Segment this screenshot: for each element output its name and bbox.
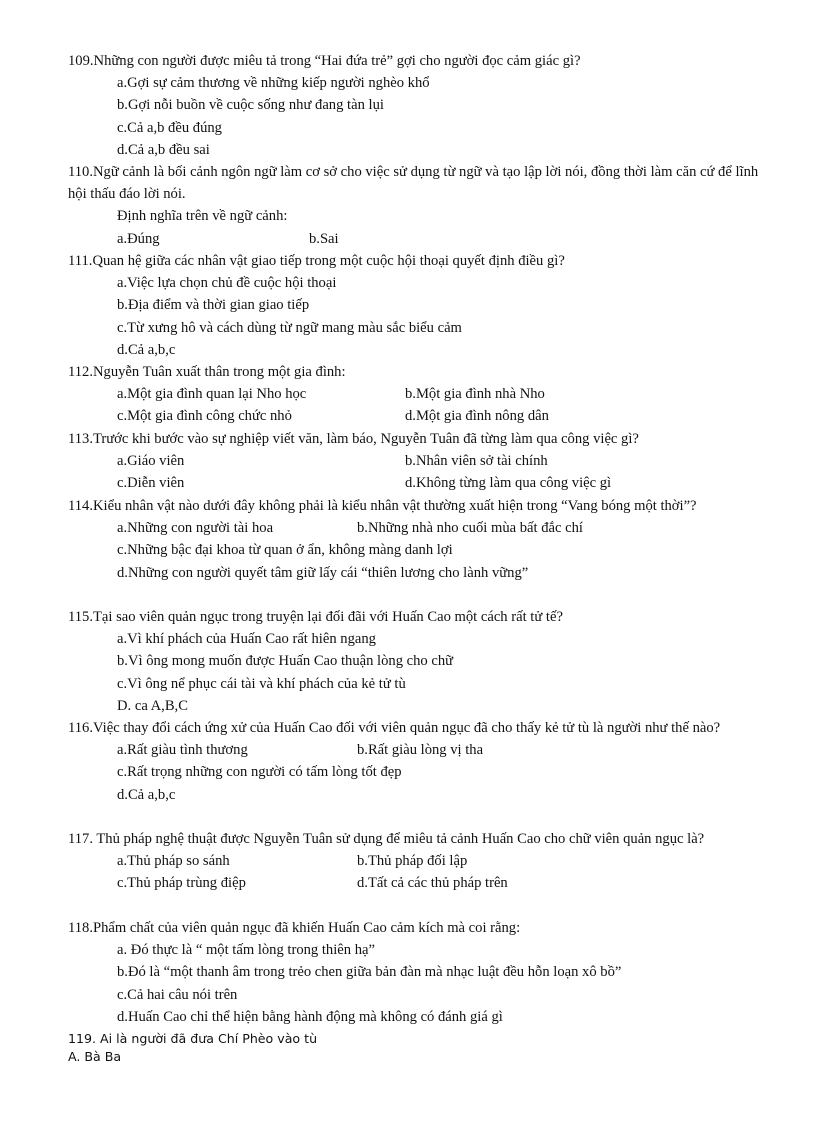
option-d: d.Tất cả các thủ pháp trên [357, 875, 508, 892]
option-a: a. Đó thực là “ một tấm lòng trong thiên hạ” [117, 942, 375, 959]
option-b: b.Những nhà nho cuối mùa bất đắc chí [357, 520, 583, 537]
option-b: b.Nhân viên sở tài chính [405, 453, 548, 470]
option-row [68, 405, 778, 427]
option-a: a.Thủ pháp so sánh [117, 853, 230, 870]
question-stem: 119. Ai là người đã đưa Chí Phèo vào tù [68, 1031, 318, 1046]
option-a: a.Đúng [117, 230, 160, 247]
option-d: d.Cả a,b đều sai [117, 141, 210, 158]
question-stem: 117. Thủ pháp nghệ thuật được Nguyễn Tuân sử dụng để miêu tả cảnh Huấn Cao cho chữ viên quản ngục là? [68, 831, 705, 847]
option-c: c.Vì ông nể phục cái tài và khí phách của kẻ tử tù [117, 675, 406, 692]
question-stem: 116.Việc thay đổi cách ứng xử của Huấn Cao đối với viên quản ngục đã cho thấy kẻ tử tù là người như thế nào? [68, 720, 721, 736]
question-stem: 114.Kiểu nhân vật nào dưới đây không phải là kiểu nhân vật thường xuất hiện trong “Vang bóng một thời”? [68, 498, 697, 514]
option-a: a.Việc lựa chọn chủ đề cuộc hội thoại [117, 275, 337, 292]
question-109 [68, 50, 778, 161]
option-d: d.Không từng làm qua công việc gì [405, 475, 612, 492]
option-row [68, 383, 778, 405]
option-b: b.Thủ pháp đối lập [357, 853, 468, 870]
option-a: a.Rất giàu tình thương [117, 742, 248, 759]
question-116 [68, 717, 778, 806]
option-d: d.Cả a,b,c [117, 786, 176, 803]
option-d: d.Một gia đình nông dân [405, 408, 549, 425]
option-b: b.Rất giàu lòng vị tha [357, 742, 484, 759]
option-row [68, 850, 778, 872]
option-row [68, 472, 778, 494]
option-c: c.Thủ pháp trùng điệp [117, 875, 246, 892]
question-111 [68, 250, 778, 361]
question-stem: 112.Nguyễn Tuân xuất thân trong một gia đình: [68, 364, 346, 380]
option-a: a.Gợi sự cảm thương về những kiếp người nghèo khổ [117, 75, 430, 92]
option-b: b.Sai [309, 230, 339, 247]
question-stem: 113.Trước khi bước vào sự nghiệp viết văn, làm báo, Nguyễn Tuân đã từng làm qua công việc gì? [68, 431, 639, 447]
option-d: d.Huấn Cao chỉ thể hiện bằng hành động mà không có đánh giá gì [117, 1008, 503, 1025]
question-stem: 109.Những con người được miêu tả trong “Hai đứa trẻ” gợi cho người đọc cảm giác gì? [68, 53, 581, 69]
option-c: c.Những bậc đại khoa từ quan ở ẩn, không màng danh lợi [117, 542, 453, 559]
option-d: d.Những con người quyết tâm giữ lấy cái “thiên lương cho lành vững” [117, 564, 529, 581]
option-c: c.Từ xưng hô và cách dùng từ ngữ mang màu sắc biểu cảm [117, 319, 462, 336]
option-a: a.Một gia đình quan lại Nho học [117, 386, 307, 403]
question-stem: 110.Ngữ cảnh là bối cảnh ngôn ngữ làm cơ sở cho việc sử dụng từ ngữ và tạo lập lời nói, đồng thời làm căn cứ để lĩnh hội thấu đáo lời nói. [68, 164, 759, 203]
option-b: b.Đó là “một thanh âm trong trẻo chen giữa bản đàn mà nhạc luật đều hỗn loạn xô bồ” [117, 964, 622, 981]
question-118 [68, 917, 778, 1028]
option-b: b.Một gia đình nhà Nho [405, 386, 545, 403]
option-a: a.Vì khí phách của Huấn Cao rất hiên ngang [117, 631, 376, 648]
option-b: b.Địa điểm và thời gian giao tiếp [117, 297, 310, 314]
question-sub: Định nghĩa trên về ngữ cảnh: [117, 208, 288, 225]
option-b: b.Gợi nỗi buồn về cuộc sống như đang tàn lụi [117, 97, 384, 114]
option-row [68, 450, 778, 472]
option-a: a.Những con người tài hoa [117, 520, 274, 537]
question-stem: 111.Quan hệ giữa các nhân vật giao tiếp trong một cuộc hội thoại quyết định điều gì? [68, 253, 565, 269]
option-c: c.Diễn viên [117, 475, 185, 492]
option-c: c.Rất trọng những con người có tấm lòng tốt đẹp [117, 764, 402, 781]
question-113 [68, 428, 778, 495]
option-c: c.Cả hai câu nói trên [117, 986, 238, 1003]
question-stem: 118.Phẩm chất của viên quản ngục đã khiến Huấn Cao cảm kích mà coi rằng: [68, 920, 521, 936]
question-stem: 115.Tại sao viên quản ngục trong truyện lại đối đãi với Huấn Cao một cách rất tử tế? [68, 609, 563, 625]
option-d: D. ca A,B,C [117, 697, 188, 714]
question-114 [68, 495, 778, 584]
option-row [68, 228, 778, 250]
question-119 [68, 1030, 778, 1066]
option-row [68, 517, 778, 539]
question-112 [68, 361, 778, 428]
option-d: d.Cả a,b,c [117, 341, 176, 358]
question-115 [68, 606, 778, 717]
question-110 [68, 161, 778, 250]
option-row [68, 739, 778, 761]
option-a: A. Bà Ba [68, 1049, 122, 1064]
option-row [68, 872, 778, 894]
option-c: c.Một gia đình công chức nhỏ [117, 408, 292, 425]
question-117 [68, 828, 778, 895]
option-c: c.Cả a,b đều đúng [117, 119, 222, 136]
option-b: b.Vì ông mong muốn được Huấn Cao thuận lòng cho chữ [117, 653, 454, 670]
option-a: a.Giáo viên [117, 453, 185, 470]
